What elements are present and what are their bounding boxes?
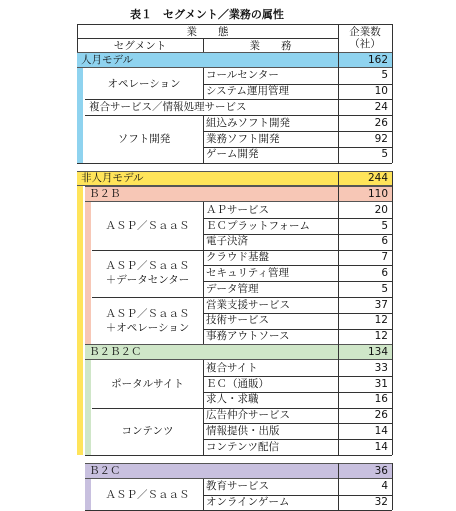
b2b-count: 12: [374, 330, 388, 343]
b2b2c-business: 求人・求職: [206, 393, 259, 406]
jinbetsu-count: 92: [374, 132, 388, 145]
table-right-border: [392, 68, 393, 100]
table-right-border: [392, 171, 393, 187]
b2b-count: 7: [381, 251, 388, 264]
jinbetsu-count: 10: [374, 85, 388, 98]
header-count: 企業数: [349, 25, 381, 38]
segment-divider: [203, 202, 204, 249]
jinbetsu-count: 5: [381, 148, 388, 161]
b2b2c-segment: ポータルサイト: [111, 377, 184, 390]
b2b2c-business: 情報提供・出版: [206, 424, 280, 437]
table-right-border: [392, 186, 393, 202]
b2b2c-count: 31: [374, 377, 388, 390]
b2b-business: ＡＰサービス: [206, 203, 269, 216]
header-business: 業 務: [249, 39, 292, 52]
table-right-border: [392, 297, 393, 344]
table-right-border: [392, 463, 393, 479]
jinbetsu-business: コールセンター: [206, 69, 279, 82]
b2b2c-business: 複合サイト: [206, 361, 258, 374]
table-right-border: [392, 344, 393, 360]
header-right-border: [392, 24, 393, 52]
segment-divider: [203, 297, 204, 344]
b2b-segment: ＋オペレーション: [105, 321, 190, 334]
b2b-count: 20: [374, 203, 388, 216]
b2b2c-business: ＥＣ（通販）: [206, 377, 269, 390]
b2b2c-business: 広告仲介サービス: [206, 409, 290, 422]
jinbetsu-segment: 複合サービス／情報処理サービス: [89, 100, 247, 113]
table-right-border: [392, 52, 393, 68]
b2b-count: 12: [374, 314, 388, 327]
subsection-bottom-border: [85, 455, 392, 456]
b2c-count: 32: [374, 496, 388, 509]
jinbetsu-count: 5: [381, 69, 388, 82]
b2b-count: 6: [381, 235, 388, 248]
b2b-business: セキュリティ管理: [206, 266, 289, 279]
b2c-count: 4: [381, 480, 388, 493]
jinbetsu-business: 業務ソフト開発: [206, 132, 280, 145]
table-right-border: [392, 202, 393, 249]
b2b-business: 営業支援サービス: [206, 298, 290, 311]
subsection-b2b-title: Ｂ２Ｂ: [89, 187, 121, 200]
b2b2c-count: 16: [374, 393, 388, 406]
b2b-count: 37: [374, 298, 388, 311]
b2c-segment: ＡＳＰ／ＳａａＳ: [105, 488, 190, 501]
section-hijin-title: 非人月モデル: [81, 172, 144, 185]
b2b2c-count: 14: [374, 440, 388, 453]
section-hijin-stripe: [77, 186, 83, 455]
b2b2c-business: コンテンツ配信: [206, 440, 279, 453]
subsection-b2b-total: 110: [367, 187, 388, 200]
jinbetsu-count: 26: [374, 116, 388, 129]
table-right-border: [392, 408, 393, 455]
jinbetsu-segment: オペレーション: [107, 77, 181, 90]
table-right-border: [392, 479, 393, 511]
segment-divider: [203, 250, 204, 297]
b2b2c-segment: コンテンツ: [121, 425, 174, 438]
b2b2c-count: 26: [374, 409, 388, 422]
subsection-b2b2c-title: Ｂ２Ｂ２Ｃ: [89, 345, 142, 358]
subsection-b2c-title: Ｂ２Ｃ: [89, 464, 121, 477]
jinbetsu-business: システム運用管理: [206, 85, 289, 98]
section-jinbetsu-total: 162: [367, 53, 388, 66]
header-group: 業 態: [186, 25, 229, 38]
b2b2c-count: 14: [374, 424, 388, 437]
subsection-b2b2c-stripe: [85, 360, 91, 455]
table-right-border: [392, 360, 393, 407]
b2b-business: 電子決済: [206, 235, 248, 248]
b2b-segment: ＡＳＰ／ＳａａＳ: [105, 260, 190, 273]
table-caption: 表１ セグメント／業務の属性: [130, 8, 284, 21]
b2b-business: 事務アウトソース: [206, 330, 290, 343]
b2b-count: 5: [381, 219, 388, 232]
b2c-business: オンラインゲーム: [206, 496, 290, 509]
header-count-unit: （社）: [349, 37, 381, 50]
jinbetsu-business: ゲーム開発: [206, 148, 259, 161]
jinbetsu-business: 組込みソフト開発: [206, 116, 290, 129]
section-jinbetsu-title: 人月モデル: [81, 53, 133, 66]
b2b-business: 技術サービス: [206, 314, 269, 327]
table-right-border: [392, 250, 393, 297]
segment-divider: [203, 408, 204, 455]
b2b-segment: ＡＳＰ／ＳａａＳ: [105, 307, 190, 320]
b2c-business: 教育サービス: [206, 480, 269, 493]
segment-divider: [203, 360, 204, 407]
b2b-business: クラウド基盤: [206, 251, 269, 264]
b2b2c-count: 33: [374, 361, 388, 374]
section-bottom-border: [77, 163, 392, 164]
b2b-segment: ＋データセンター: [105, 274, 190, 287]
segment-divider: [203, 115, 204, 162]
section-jinbetsu-stripe: [77, 68, 83, 163]
subsection-b2b2c-total: 134: [367, 345, 388, 358]
header-segment: セグメント: [113, 39, 167, 52]
jinbetsu-segment: ソフト開発: [117, 132, 171, 145]
subsection-b2c-total: 36: [374, 464, 388, 477]
b2b-business: ＥＣプラットフォーム: [206, 219, 310, 232]
subsection-b2b-stripe: [85, 202, 91, 344]
b2b-count: 6: [381, 266, 388, 279]
b2b-count: 5: [381, 282, 388, 295]
table-right-border: [392, 115, 393, 162]
subsection-b2c-stripe: [85, 479, 91, 511]
table-right-border: [392, 99, 393, 115]
b2b-business: データ管理: [206, 282, 259, 295]
b2b-segment: ＡＳＰ／ＳａａＳ: [105, 219, 190, 232]
jinbetsu-count: 24: [374, 100, 388, 113]
section-hijin-total: 244: [367, 172, 388, 185]
